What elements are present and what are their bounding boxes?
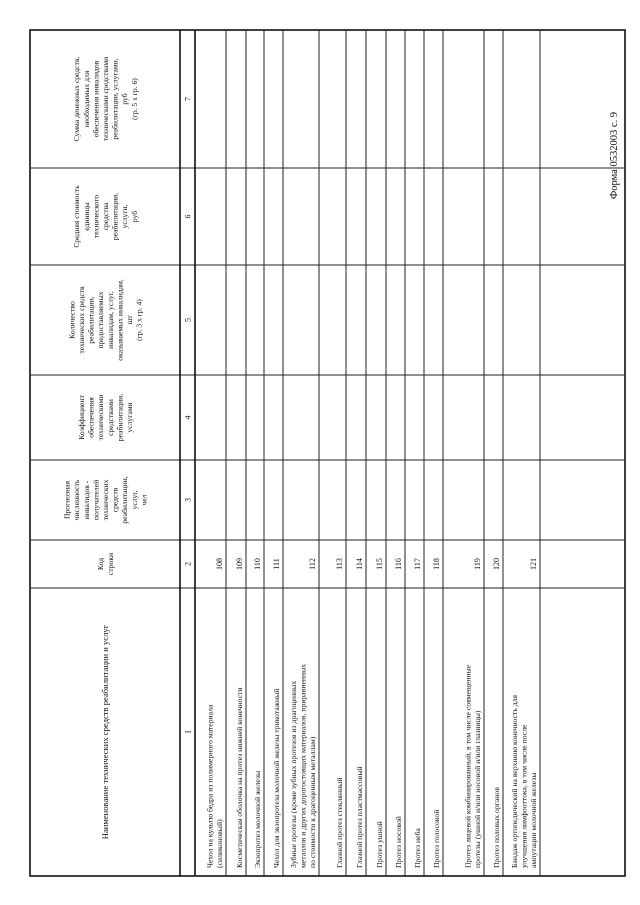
- row-code: 118: [432, 558, 441, 570]
- column-header-line: услуги,: [120, 204, 130, 229]
- column-header-line: (гр. 3 х гр. 4): [134, 299, 144, 341]
- column-header-line: технических: [101, 479, 110, 521]
- row-code: 111: [272, 558, 281, 570]
- column-header-line: техническими: [96, 394, 106, 441]
- row-code: 115: [375, 558, 384, 570]
- column-header-line: технического: [91, 194, 101, 239]
- row-name-line: Чехол на культю бедра из полимерного материала: [205, 704, 215, 868]
- row-name-line: металлов и других дорогостоящих материалов, приравненных: [298, 663, 308, 868]
- column-header-line: услуг,: [129, 490, 139, 510]
- row-code: 109: [235, 558, 244, 570]
- table-border: [30, 30, 625, 876]
- row-code: 116: [394, 558, 403, 570]
- row-name-line: Протез неба: [413, 828, 422, 868]
- column-number: 3: [183, 498, 193, 502]
- column-number: 6: [183, 214, 193, 219]
- row-name-line: Протез ушной: [375, 821, 384, 868]
- row-name-line: Глазной протез пластмассовый: [355, 766, 364, 868]
- column-header-line: услугами: [125, 402, 134, 433]
- row-name-line: Глазной протез стеклянный: [335, 777, 344, 868]
- column-header-line: (гр. 5 х гр. 6): [129, 78, 139, 120]
- row-name-line: Чехол для экзопротеза молочной железы трикотажный: [272, 688, 281, 868]
- column-header-line: Код: [96, 557, 106, 571]
- column-header-line: обеспечения: [86, 397, 96, 438]
- row-name-line: Протез лицевой комбинированный, в том числе совмещенные: [463, 664, 473, 868]
- column-header-line: получателей: [91, 479, 101, 521]
- column-header-line: необходимых для: [81, 70, 91, 128]
- column-header-line: предоставляемых: [96, 291, 106, 349]
- column-header-line: обеспечения инвалидов: [91, 60, 101, 138]
- row-code: 110: [253, 558, 262, 570]
- column-header-line: технических средств: [77, 286, 86, 354]
- row-code: 119: [473, 558, 482, 570]
- row-name-line: по стоимости к драгоценным металлам): [308, 736, 317, 868]
- row-name-line: протезы (ушной и/или носовой и/или глазницы): [473, 710, 482, 868]
- row-code: 108: [215, 558, 224, 570]
- column-number: 1: [183, 730, 193, 734]
- row-name-line: Протез половых органов: [492, 787, 501, 868]
- column-header-line: оказываемых инвалидам,: [115, 279, 125, 361]
- table-text: [63, 57, 538, 868]
- column-header-line: Средняя стоимость: [72, 185, 82, 248]
- row-code: 113: [335, 558, 344, 570]
- column-header-line: техническими средствами: [101, 56, 110, 142]
- table-grid: [30, 30, 625, 876]
- column-header-line: средств: [110, 487, 120, 513]
- row-code: 112: [308, 558, 317, 570]
- column-header-line: чел: [139, 494, 149, 506]
- column-header-line: шт: [125, 315, 134, 325]
- column-header-line: инвалидам, услуг,: [105, 291, 115, 349]
- column-header-line: реабилитации,: [120, 476, 130, 524]
- form-label: Форма 0532003 с. 9: [609, 112, 620, 200]
- row-name-line: Косметическая оболочка на протез нижней конечности: [235, 687, 244, 868]
- column-number: 7: [183, 97, 193, 101]
- column-header-line: руб: [129, 210, 139, 223]
- column-header-line: Наименование технических средств реабилитации и услуг: [100, 624, 110, 840]
- row-name-line: Экзопротез молочной железы: [253, 770, 262, 868]
- column-number: 4: [183, 415, 193, 420]
- row-code: 120: [492, 558, 501, 570]
- column-header-line: реабилитации, услугами,: [110, 58, 120, 140]
- column-number: 5: [183, 318, 193, 322]
- column-header-line: Коэффициент: [77, 395, 86, 440]
- column-header-line: реабилитации,: [110, 192, 120, 241]
- row-name-line: Бандаж ортопедический на верхнюю конечность для: [510, 694, 520, 868]
- column-header-line: Прогнозная: [62, 481, 72, 519]
- column-header-line: строки: [105, 552, 115, 576]
- row-name-line: Зубные протезы (кроме зубных протезов из драгоценных: [289, 680, 299, 868]
- column-header-line: реабилитации,: [86, 296, 96, 344]
- column-header-line: Количество: [67, 301, 77, 339]
- column-header-line: средствами: [105, 399, 115, 436]
- column-header-line: руб: [120, 93, 130, 105]
- row-name-line: Протез носовой: [394, 816, 403, 868]
- column-header-line: средства: [101, 202, 110, 231]
- column-header-line: инвалидов -: [81, 480, 91, 520]
- row-code: 117: [413, 558, 422, 570]
- row-name-line: ампутации молочной железы: [529, 772, 538, 868]
- row-name-line: (силиконовый): [215, 819, 224, 868]
- column-header-line: единицы: [81, 202, 91, 231]
- column-number: 2: [183, 562, 193, 566]
- column-header-line: Сумма денежных средств,: [72, 56, 82, 142]
- column-header-line: численность: [72, 479, 82, 521]
- row-name-line: Протез голосовой: [432, 809, 441, 868]
- row-code: 114: [355, 558, 364, 570]
- column-header-line: реабилитации,: [115, 393, 125, 442]
- row-code: 121: [529, 558, 538, 570]
- row-name-line: улучшения лимфооттока, в том числе после: [519, 724, 529, 868]
